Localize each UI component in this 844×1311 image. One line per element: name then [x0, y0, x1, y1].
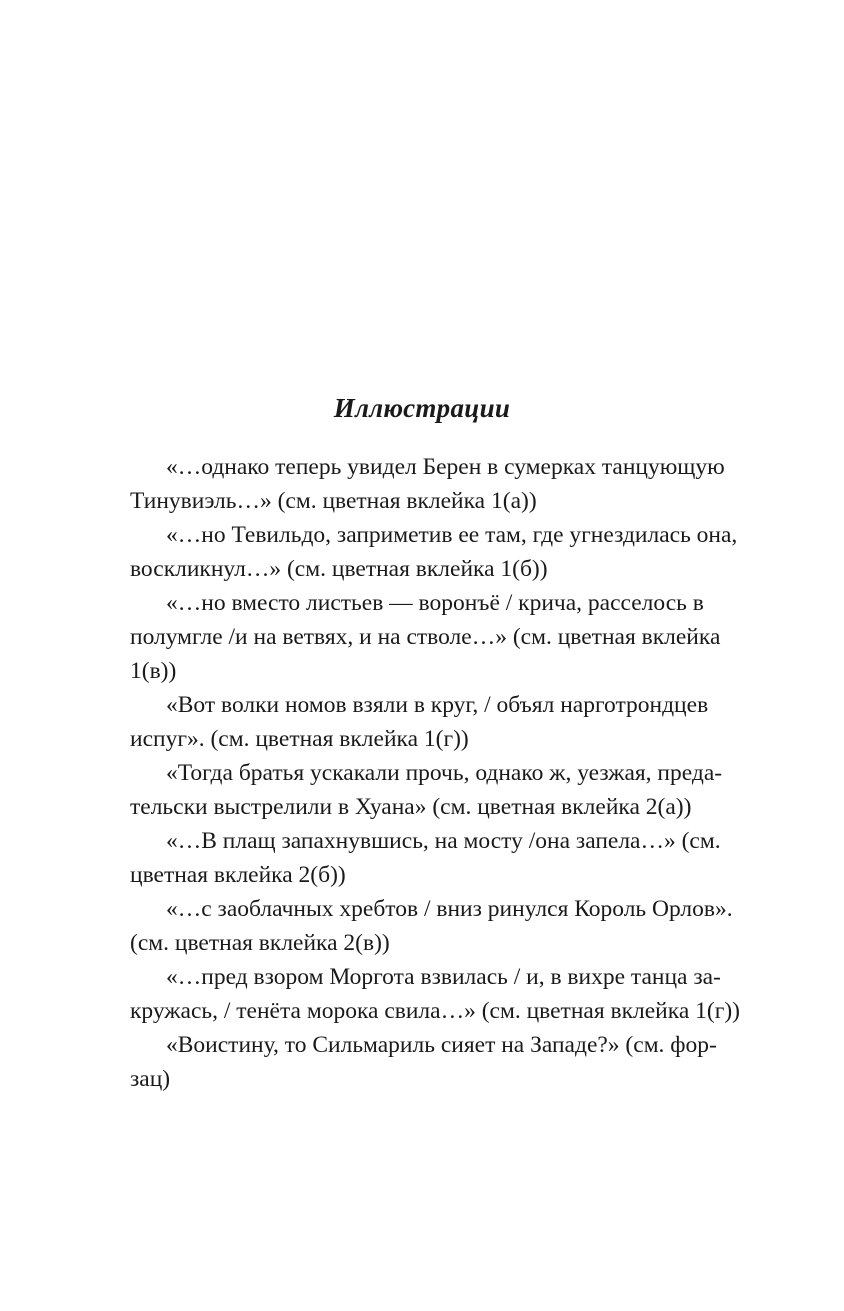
text-line: кружась, / тенёта морока свила…» (см. цветная вклейка 1(г)) [130, 998, 740, 1024]
text-line: «…пред взором Моргота взвилась / и, в вихре танца за- [166, 964, 721, 990]
text-line: «Вот волки номов взяли в круг, / объял нарготрондцев [166, 692, 709, 718]
text-line: 1(в)) [130, 658, 177, 684]
text-line: цветная вклейка 2(б)) [130, 862, 346, 888]
text-line: «Тогда братья ускакали прочь, однако ж, уезжая, преда- [166, 760, 723, 786]
text-line: полумгле /и на ветвях, и на стволе…» (см. цветная вклейка [130, 624, 721, 650]
text-line: испуг». (см. цветная вклейка 1(г)) [130, 726, 469, 752]
text-line: «…В плащ запахнувшись, на мосту /она запела…» (см. [166, 828, 721, 854]
text-line: «Воистину, то Сильмариль сияет на Западе?» (см. фор- [166, 1032, 717, 1058]
text-line: «…но Тевильдо, заприметив ее там, где угнездилась она, [166, 522, 738, 548]
illustration-list [130, 450, 744, 1096]
text-line: (см. цветная вклейка 2(в)) [130, 930, 390, 956]
text-line: «…с заоблачных хребтов / вниз ринулся Король Орлов». [166, 896, 733, 922]
text-line: зац) [130, 1066, 171, 1092]
text-line: «…однако теперь увидел Берен в сумерках танцующую [166, 454, 725, 480]
page-title: Иллюстрации [333, 393, 511, 423]
text-line: воскликнул…» (см. цветная вклейка 1(б)) [130, 556, 548, 582]
text-line: «…но вместо листьев — воронъё / крича, расселось в [166, 590, 704, 616]
text-line: тельски выстрелили в Хуана» (см. цветная вклейка 2(а)) [130, 794, 692, 820]
text-line: Тинувиэль…» (см. цветная вклейка 1(а)) [130, 488, 537, 514]
